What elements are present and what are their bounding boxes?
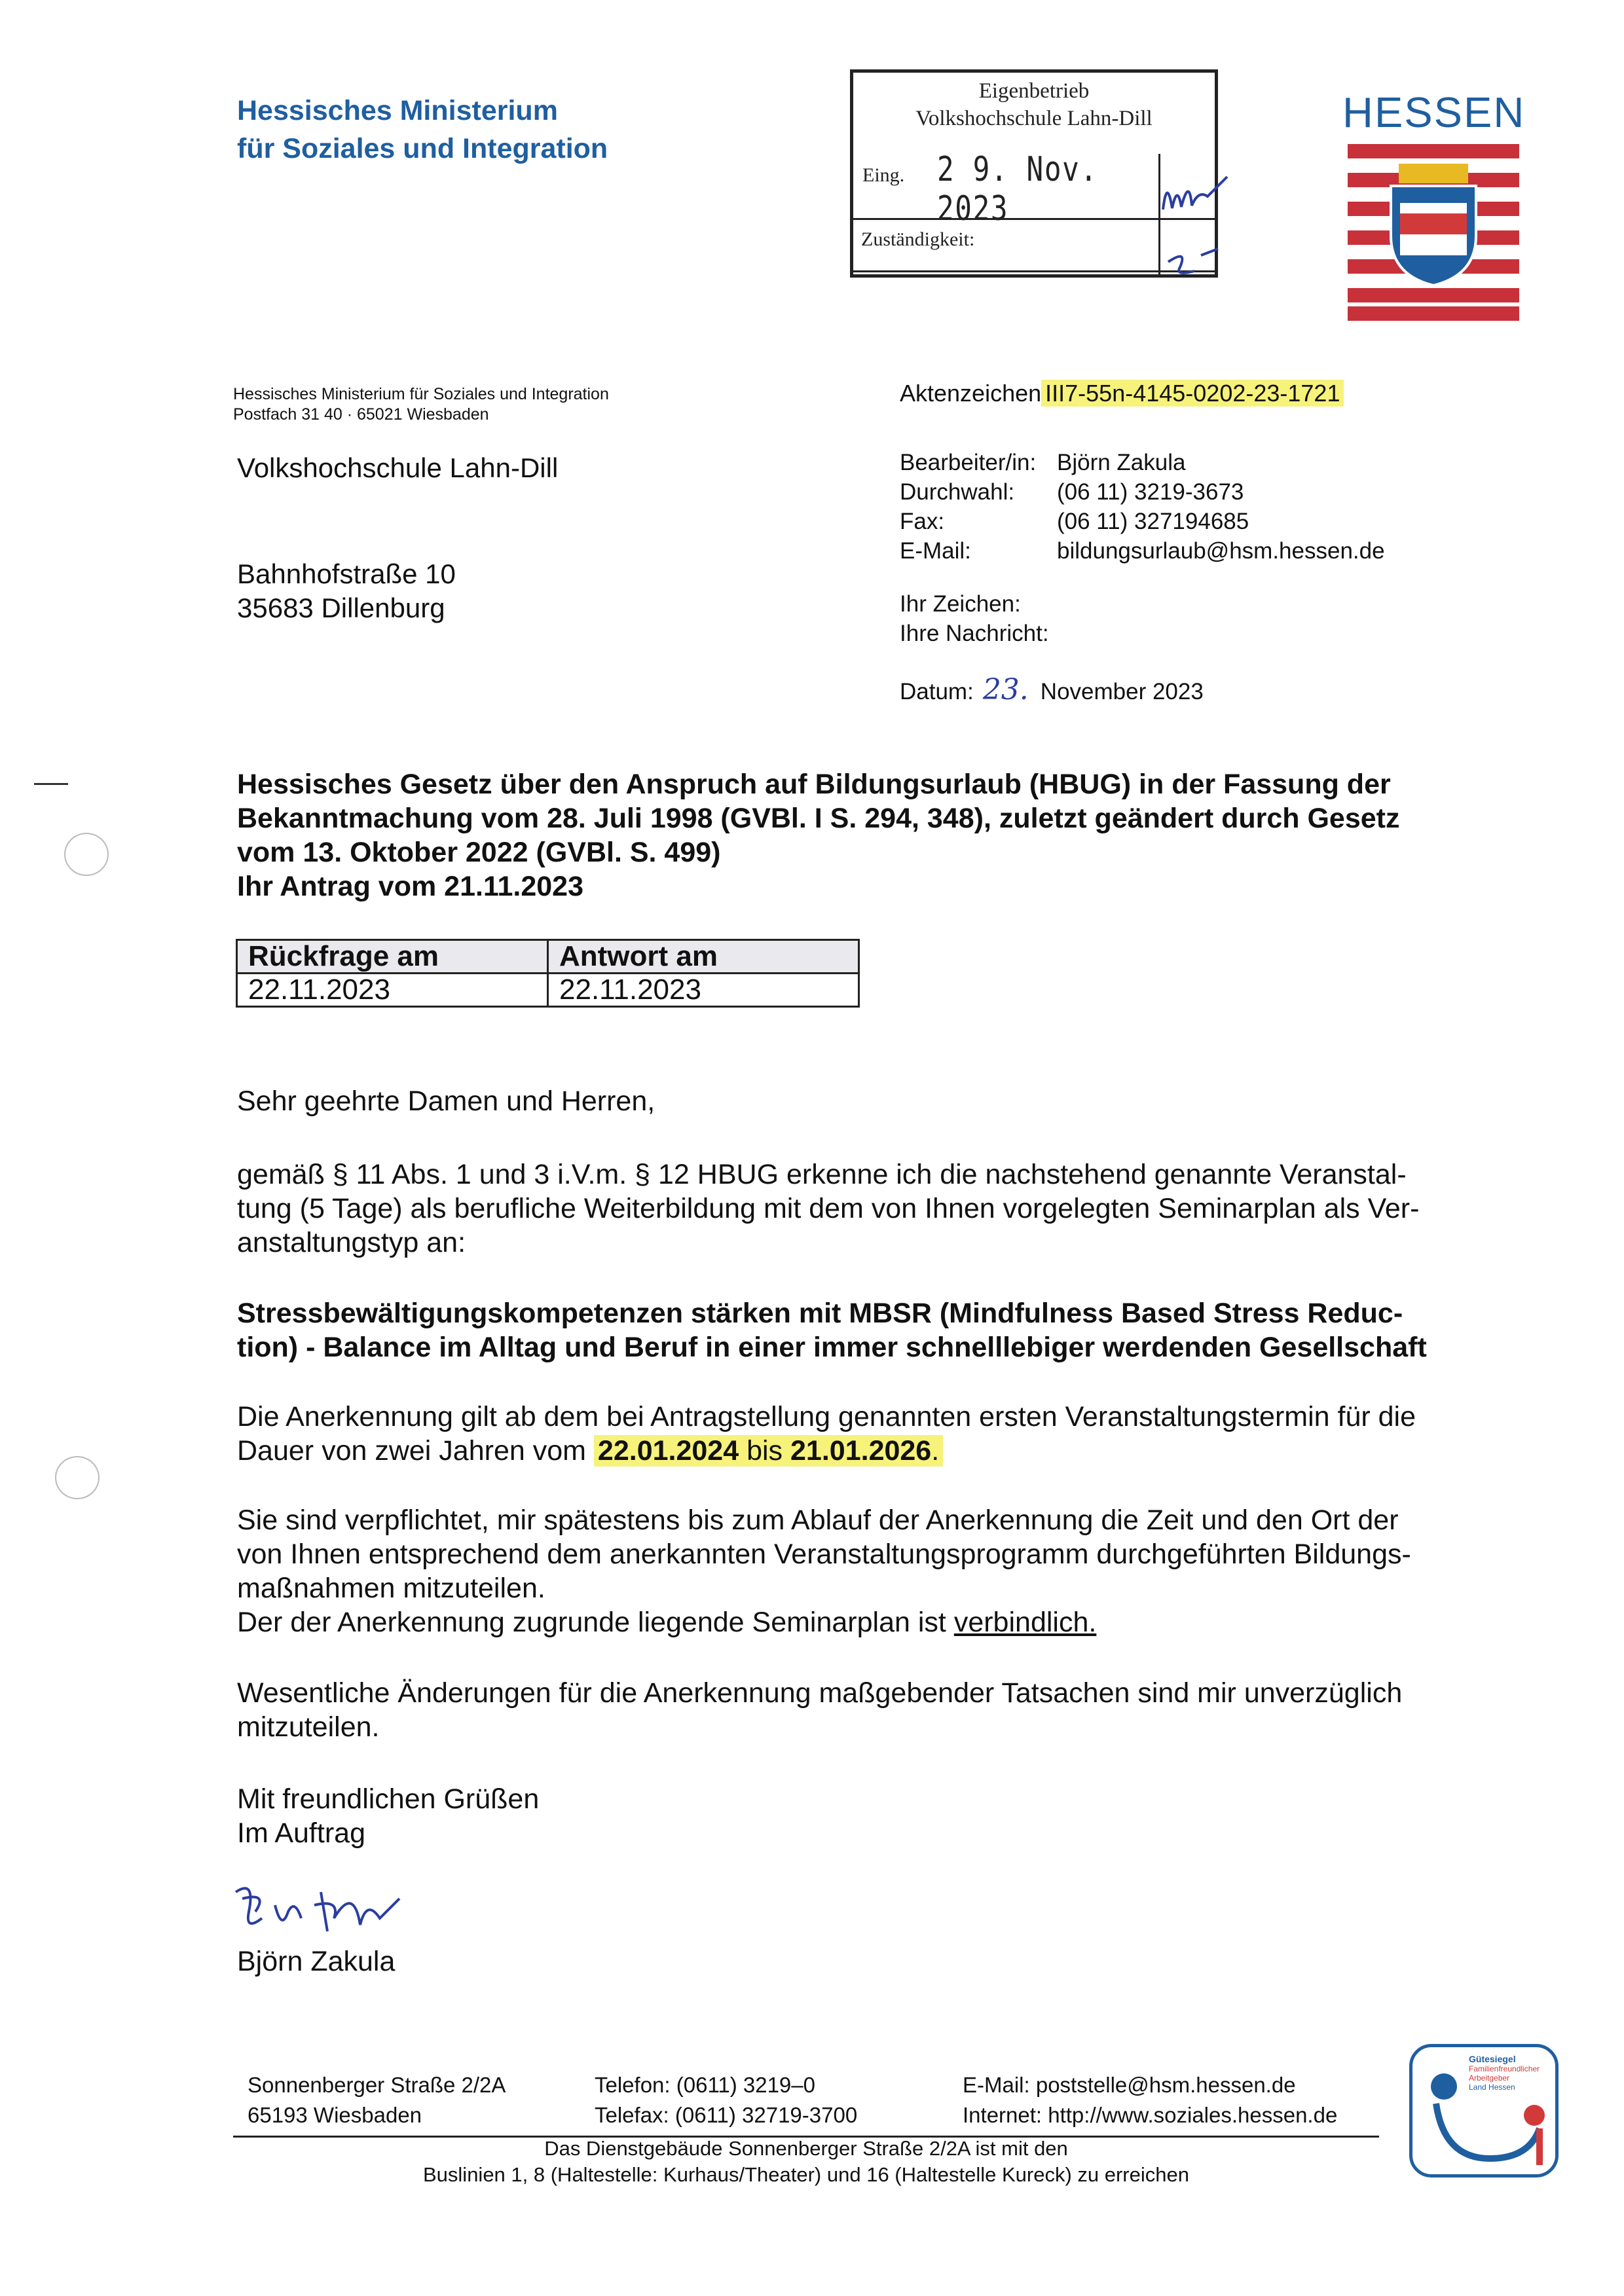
subject-line1: Hessisches Gesetz über den Anspruch auf Bildungsurlaub (HBUG) in der Fassung der bbox=[237, 769, 1391, 800]
query-table bbox=[236, 939, 860, 1008]
p1-line: gemäß § 11 Abs. 1 und 3 i.V.m. § 12 HBUG erkenne ich die nachstehend genannte Veranstal- bbox=[237, 1159, 1407, 1190]
fax-value: (06 11) 327194685 bbox=[1057, 509, 1249, 534]
contact-block bbox=[900, 448, 1385, 566]
p3-text: Der der Anerkennung zugrunde liegende Seminarplan ist bbox=[237, 1607, 954, 1638]
course-title-line: tion) - Balance im Alltag und Beruf in einer immer schnelllebiger werdenden Gesellschaft bbox=[237, 1332, 1427, 1363]
recipient-city: 35683 Dillenburg bbox=[237, 592, 445, 623]
email-value: bildungsurlaub@hsm.hessen.de bbox=[1057, 538, 1385, 564]
paragraph-3 bbox=[237, 1503, 1514, 1639]
p2-line: Die Anerkennung gilt ab dem bei Antragstellung genannten ersten Veranstaltungstermin für die bbox=[237, 1401, 1416, 1432]
paragraph-4 bbox=[237, 1676, 1514, 1744]
fold-mark bbox=[34, 783, 68, 785]
recipient-street: Bahnhofstraße 10 bbox=[237, 558, 456, 589]
punch-hole bbox=[64, 833, 109, 876]
closing-line: Mit freundlichen Grüßen bbox=[237, 1783, 540, 1815]
stamp-eing-label: Eing. bbox=[862, 164, 905, 186]
footer-note-line1: Das Dienstgebäude Sonnenberger Straße 2/2A ist mit den bbox=[544, 2137, 1068, 2160]
letter-date bbox=[900, 673, 1204, 706]
p2-text: bis bbox=[739, 1435, 791, 1467]
seal-line: Familienfreundlicher bbox=[1469, 2064, 1540, 2073]
p1-line: anstaltungstyp an: bbox=[237, 1227, 466, 1258]
seal-title: Gütesiegel bbox=[1469, 2054, 1516, 2064]
datum-day-handwritten: 23. bbox=[982, 673, 1029, 706]
p3-line: Sie sind verpflichtet, mir spätestens bis zum Ablauf der Anerkennung die Zeit und den Ort der bbox=[237, 1504, 1399, 1536]
stamp-zustaendigkeit-label: Zuständigkeit: bbox=[861, 228, 975, 250]
footer-telefon: Telefon: (0611) 3219–0 bbox=[595, 2073, 815, 2097]
closing-line: Im Auftrag bbox=[237, 1817, 365, 1849]
datum-month-year: November 2023 bbox=[1040, 679, 1204, 704]
family-friendly-employer-seal-logo bbox=[1409, 2044, 1559, 2178]
subject-line2: Bekanntmachung vom 28. Juli 1998 (GVBl. I S. 294, 348), zuletzt geändert durch Gesetz bbox=[237, 803, 1400, 834]
bearbeiter-label: Bearbeiter/in: bbox=[900, 450, 1037, 475]
course-title-line: Stressbewältigungskompetenzen stärken mit MBSR (Mindfulness Based Stress Reduc- bbox=[237, 1298, 1403, 1329]
datum-label: Datum: bbox=[900, 679, 974, 704]
salutation: Sehr geehrte Damen und Herren, bbox=[237, 1085, 655, 1117]
p1-line: tung (5 Tage) als berufliche Weiterbildung mit dem von Ihnen vorgelegten Seminarplan als Ver- bbox=[237, 1193, 1420, 1224]
closing bbox=[237, 1782, 1514, 1850]
course-title bbox=[237, 1296, 1514, 1364]
durchwahl-value: (06 11) 3219-3673 bbox=[1057, 479, 1244, 505]
p2-line bbox=[237, 1434, 1514, 1468]
hessen-wordmark: HESSEN bbox=[1342, 88, 1526, 136]
p3-line: maßnahmen mitzuteilen. bbox=[237, 1573, 545, 1604]
p4-line: mitzuteilen. bbox=[237, 1711, 380, 1743]
signer-name: Björn Zakula bbox=[237, 1946, 396, 1977]
footer-telefax: Telefax: (0611) 32719-3700 bbox=[595, 2103, 858, 2127]
validity-end-date: 21.01.2026 bbox=[790, 1435, 932, 1467]
fax-label: Fax: bbox=[900, 509, 945, 534]
your-reference bbox=[900, 589, 1049, 648]
seal-text bbox=[1469, 2064, 1540, 2083]
handwritten-signature bbox=[229, 1872, 413, 1944]
seal-line: Arbeitgeber bbox=[1469, 2073, 1510, 2083]
paragraph-1 bbox=[237, 1157, 1514, 1260]
footer-internet: Internet: http://www.soziales.hessen.de bbox=[963, 2103, 1338, 2127]
aktenzeichen-label: Aktenzeichen bbox=[900, 380, 1042, 407]
stamp-line2: Volkshochschule Lahn-Dill bbox=[915, 107, 1153, 130]
recipient-address bbox=[237, 451, 558, 625]
footer-street: Sonnenberger Straße 2/2A bbox=[248, 2073, 506, 2097]
footer-city: 65193 Wiesbaden bbox=[248, 2103, 422, 2127]
ministry-name-line1: Hessisches Ministerium bbox=[237, 95, 558, 126]
ministry-name-line2: für Soziales und Integration bbox=[237, 133, 608, 164]
table-cell: 22.11.2023 bbox=[237, 974, 548, 1007]
p4-line: Wesentliche Änderungen für die Anerkennung maßgebender Tatsachen sind mir unverzüglich bbox=[237, 1677, 1403, 1709]
p2-text: Dauer von zwei Jahren vom bbox=[237, 1435, 594, 1467]
validity-start-date: 22.01.2024 bbox=[597, 1435, 739, 1467]
handwritten-initials bbox=[1155, 151, 1247, 282]
seal-text bbox=[1469, 2083, 1515, 2092]
aktenzeichen-value: III7-55n-4145-0202-23-1721 bbox=[1041, 380, 1344, 407]
stamp-line1: Eigenbetrieb bbox=[978, 79, 1090, 103]
table-cell: 22.11.2023 bbox=[548, 974, 859, 1007]
seal-line: Land Hessen bbox=[1469, 2083, 1515, 2092]
subject-line4: Ihr Antrag vom 21.11.2023 bbox=[237, 871, 583, 902]
footer-directions bbox=[233, 2136, 1379, 2188]
email-label: E-Mail: bbox=[900, 538, 971, 564]
sender-address bbox=[233, 384, 609, 425]
table-header: Antwort am bbox=[548, 940, 859, 974]
p3-line: von Ihnen entsprechend dem anerkannten Veranstaltungsprogramm durchgeführten Bildungs- bbox=[237, 1539, 1411, 1570]
hessen-coat-of-arms-logo bbox=[1348, 144, 1519, 321]
ihr-zeichen-label: Ihr Zeichen: bbox=[900, 591, 1021, 617]
aktenzeichen bbox=[900, 380, 1344, 407]
sender-line1: Hessisches Ministerium für Soziales und Integration bbox=[233, 385, 609, 403]
letter-subject bbox=[237, 767, 1507, 903]
subject-line3: vom 13. Oktober 2022 (GVBl. S. 499) bbox=[237, 837, 721, 868]
paragraph-2 bbox=[237, 1400, 1514, 1468]
footer-email: E-Mail: poststelle@hsm.hessen.de bbox=[963, 2073, 1296, 2097]
p2-text: . bbox=[931, 1435, 940, 1467]
sender-line2: Postfach 31 40 · 65021 Wiesbaden bbox=[233, 405, 489, 424]
p3-line bbox=[237, 1605, 1514, 1639]
bearbeiter-value: Björn Zakula bbox=[1057, 450, 1186, 475]
stamp-date: 2 9. Nov. 2023 bbox=[937, 150, 1098, 228]
durchwahl-label: Durchwahl: bbox=[900, 479, 1015, 505]
ihre-nachricht-label: Ihre Nachricht: bbox=[900, 621, 1049, 646]
p3-underlined: verbindlich. bbox=[953, 1607, 1097, 1638]
footer-note-line2: Buslinien 1, 8 (Haltestelle: Kurhaus/Theater) und 16 (Haltestelle Kureck) zu erreichen bbox=[423, 2163, 1189, 2186]
recipient-name: Volkshochschule Lahn-Dill bbox=[237, 452, 559, 483]
punch-hole bbox=[55, 1456, 100, 1499]
lion-shield-icon bbox=[1384, 164, 1483, 288]
ministry-name bbox=[237, 92, 608, 168]
table-header: Rückfrage am bbox=[237, 940, 548, 974]
